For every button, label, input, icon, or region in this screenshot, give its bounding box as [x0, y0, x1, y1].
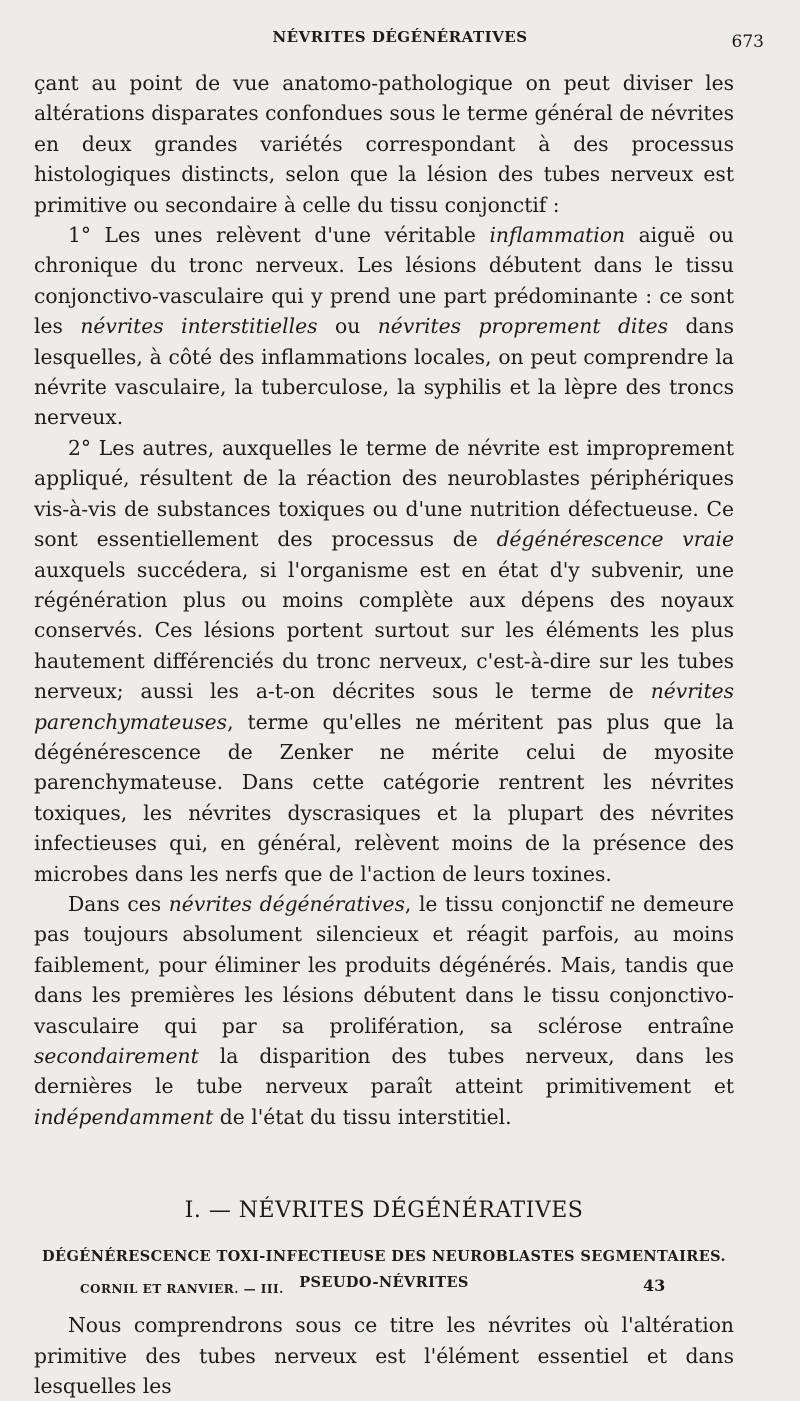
signature-mark: 43: [643, 1276, 666, 1295]
emphasis: névrites dégénératives: [168, 891, 405, 916]
section-subtitle: DÉGÉNÉRESCENCE TOXI-INFECTIEUSE DES NEUROBLASTES SEGMENTAIRES.: [42, 1248, 726, 1266]
footer-author: CORNIL ET RANVIER. — III.: [80, 1282, 284, 1296]
emphasis: secondairement: [34, 1044, 199, 1068]
paragraph-2: [34, 220, 734, 433]
page-number: 673: [731, 32, 764, 52]
text-run: aiguë ou chronique du tronc nerveux. Les lésions débutent dans le tissu conjonctivo-vasculaire qui y prend une part prédominante : ce sont les: [34, 223, 734, 339]
body-text: [34, 68, 734, 1401]
text-run: de l'état du tissu interstitiel.: [213, 1104, 512, 1129]
text-run: 2° Les autres, auxquelles le terme de névrite est improprement appliqué, résultent de la réaction des neuroblastes périphériques vis-à-vis de substances toxiques ou d'une nutrition défectueuse. Ce sont essentiellement des processus de: [34, 435, 734, 552]
paragraph-4: [34, 889, 734, 1132]
text-run: 1° Les unes relèvent d'une véritable: [68, 223, 490, 248]
running-head: [0, 28, 800, 54]
text-run: Dans ces: [68, 891, 169, 916]
paragraph-3: [34, 433, 734, 889]
text-run: ou: [317, 314, 378, 339]
emphasis: névrites interstitielles: [80, 314, 318, 339]
section-title: I. — NÉVRITES DÉGÉNÉRATIVES: [184, 1198, 584, 1224]
text-run: , terme qu'elles ne méritent pas plus que la dégénérescence de Zenker ne mérite celui de myosite parenchymateuse. Dans cette catégorie rentrent les névrites toxiques, les névrites dyscrasiques et la plupart des névrites infectieuses qui, en général, relèvent moins de la présence des microbes dans les nerfs que de l'action de leurs toxines.: [34, 709, 734, 886]
text-run: , le tissu conjonctif ne demeure pas toujours absolument silencieux et réagit parfois, au moins faiblement, pour éliminer les produits dégénérés. Mais, tandis que dans les premières les lésions débutent dans le tissu conjonctivo-vasculaire qui par sa prolifération, sa sclérose entraîne: [34, 891, 734, 1038]
running-title: NÉVRITES DÉGÉNÉRATIVES: [272, 28, 528, 46]
emphasis: névrites proprement dites: [377, 314, 668, 339]
emphasis: indépendamment: [34, 1104, 214, 1129]
emphasis: névrites parenchymateuses: [34, 679, 734, 734]
paragraph-5: Nous comprendrons sous ce titre les névrites où l'altération primitive des tubes nerveux est l'élément essentiel et dans lesquelles les: [34, 1313, 734, 1399]
emphasis: dégénérescence vraie: [496, 527, 734, 552]
emphasis: inflammation: [489, 223, 626, 248]
text-run: auxquels succédera, si l'organisme est en état d'y subvenir, une régénération plus ou moins complète aux dépens des noyaux conservés. Ces lésions portent surtout sur les éléments les plus hautement différenciés du tronc nerveux, c'est-à-dire sur les tubes nerveux; aussi les a-t-on décrites sous le terme de: [34, 557, 734, 704]
section-subtitle-2: PSEUDO-NÉVRITES: [299, 1274, 469, 1292]
text-run: la disparition des tubes nerveux, dans les dernières le tube nerveux paraît atteint primitivement et: [34, 1044, 734, 1099]
paragraph-1: çant au point de vue anatomo-pathologique on peut diviser les altérations disparates confondues sous le terme général de névrites en deux grandes variétés correspondant à des processus histologiques distincts, selon que la lésion des tubes nerveux est primitive ou secondaire à celle du tissu conjonctif :: [34, 71, 734, 217]
text-run: dans lesquelles, à côté des inflammations locales, on peut comprendre la névrite vasculaire, la tuberculose, la syphilis et la lèpre des troncs nerveux.: [34, 314, 734, 430]
page-footer: [80, 1276, 800, 1300]
